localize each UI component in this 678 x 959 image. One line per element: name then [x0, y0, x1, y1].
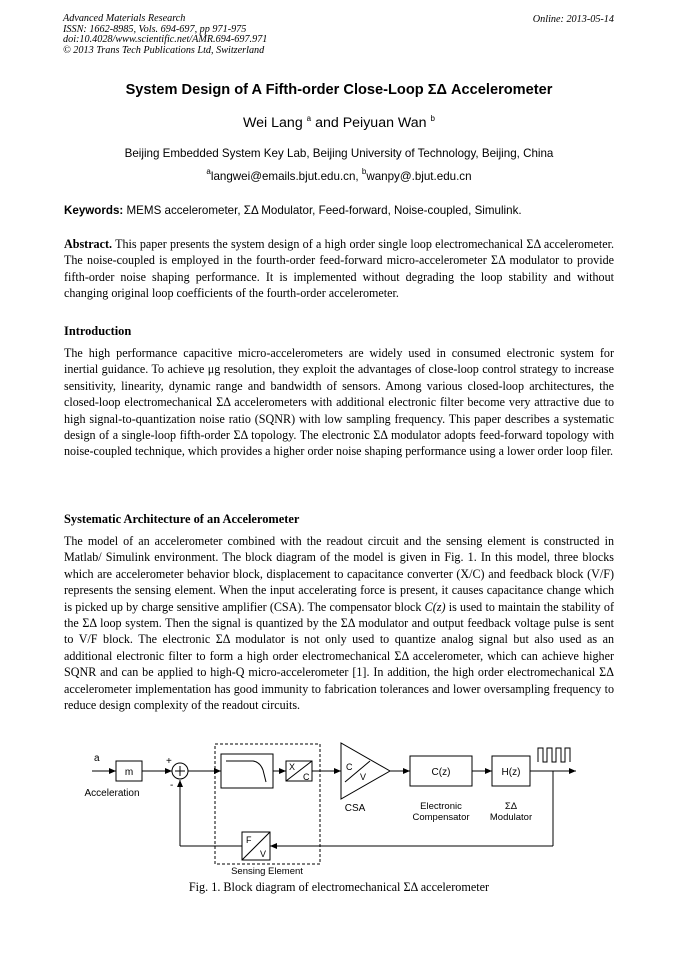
minus-sign: - [170, 780, 174, 791]
email-b-sup: b [361, 167, 367, 176]
mass-label: m [124, 767, 134, 778]
intro-paragraph: The high performance capacitive micro-accelerometers are widely used in consumed electronic system for inertial guidance. To achieve μg resolution, they exploit the advantages of close-loop control strategy to increase sensitivity, linearity, dynamic range and bandwidth of sensors. Among various closed-loop architectures, the closed-loop electromechanical ΣΔ accelerometers with additional electronic filter become very attractive due to high signal-to-quantization noise ratio (SQNR) with low sampling frequency. This paper describes a systematic design of a single-loop fifth-order ΣΔ topology. The electronic ΣΔ modulator adopts feed-forward topology with noise-coupled technique, which provides a higher order noise shaping performance using a lower order loop filer. [64, 346, 614, 459]
author-1: Wei Lang [243, 115, 303, 131]
arch-cz: C(z) [424, 599, 446, 614]
modulator-label-2: Modulator [489, 812, 533, 823]
compensator-label-1: Electronic [420, 801, 462, 812]
fv-v-label: V [260, 849, 267, 859]
abstract-paragraph [64, 236, 614, 302]
xc-x-label: X [289, 762, 296, 772]
journal-name: Advanced Materials Research [63, 13, 186, 24]
input-a-label: a [94, 753, 100, 764]
cz-label: C(z) [431, 767, 451, 778]
xc-c-label: C [303, 772, 310, 782]
arch-paragraph [64, 533, 614, 713]
csa-v-label: V [360, 772, 367, 782]
journal-meta [63, 14, 267, 56]
intro-heading: Introduction [64, 324, 132, 338]
author-1-sup: a [306, 114, 312, 123]
block-diagram-figure [60, 740, 620, 880]
sensing-element-label: Sensing Element [231, 866, 303, 877]
affiliation: Beijing Embedded System Key Lab, Beijing University of Technology, Beijing, China [124, 147, 554, 160]
arch-text-part1: The model of an accelerometer combined with the readout circuit and the sensing element is constructed in Matlab/ Simulink environment. The block diagram of the model is given in Fig. 1. In this model, three blocks which are accelerometer behavior block, displacement to capacitance converter (X/C) and feedback block (V/F) represents the sensing element. When the input accelerating force is present, it causes capacitance change which is picked up by charge sensitive amplifier (CSA). The compensator block [64, 534, 614, 614]
fv-f-label: F [246, 835, 252, 845]
doi-line: doi:10.4028/www.scientific.net/AMR.694-697.971 [63, 34, 268, 46]
modulator-label-1: ΣΔ [504, 801, 518, 812]
abstract-label: Abstract. [64, 237, 113, 251]
keywords-label: Keywords: [64, 204, 124, 217]
email-a[interactable]: langwei@emails.bjut.edu.cn, [210, 170, 359, 183]
pulse-train [538, 748, 570, 762]
compensator-label-2: Compensator [412, 812, 470, 823]
emails-line [0, 167, 678, 183]
keywords [64, 204, 522, 217]
author-2: Peiyuan Wan [342, 115, 427, 131]
online-date: Online: 2013-05-14 [532, 14, 614, 25]
abstract-text: This paper presents the system design of a high order single loop electromechanical ΣΔ accelerometer. The noise-coupled is employed in the fourth-order feed-forward micro-accelerometer ΣΔ modulator to provide fifth-order noise shaping performance. It is implemented without degrading the loop stability and without changing original loop coefficients of the fourth-order accelerometer. [64, 237, 614, 301]
plus-sign: + [166, 756, 172, 767]
issn-line: ISSN: 1662-8985, Vols. 694-697, pp 971-975 [63, 23, 247, 35]
authors-line [0, 114, 678, 131]
email-a-sup: a [206, 167, 211, 176]
arch-heading: Systematic Architecture of an Accelerometer [64, 512, 300, 526]
email-b[interactable]: wanpy@.bjut.edu.cn [366, 170, 472, 183]
paper-title: System Design of A Fifth-order Close-Loop ΣΔ Accelerometer [125, 82, 553, 98]
author-2-sup: b [430, 114, 435, 123]
accelerometer-behavior-block [221, 754, 273, 788]
copyright-line: © 2013 Trans Tech Publications Ltd, Switzerland [63, 44, 265, 56]
csa-label: CSA [344, 803, 366, 814]
keywords-text: MEMS accelerometer, ΣΔ Modulator, Feed-forward, Noise-coupled, Simulink. [126, 204, 522, 217]
acceleration-label: Acceleration [84, 788, 140, 799]
authors-and: and [315, 115, 339, 131]
arch-text-part2: is used to maintain the stability of the ΣΔ loop system. Then the signal is quantized by the ΣΔ modulator and output feedback voltage pulse is sent to V/F block. The electronic ΣΔ modulator is not only used to quantize analog signal but also used as an additional electronic filter to form a high order electromechanical ΣΔ accelerometer, which can achieve higher SQNR and can be applied to high-Q micro-accelerometer [1]. In addition, the high order electromechanical ΣΔ accelerometer implementation has good immunity to fabrication tolerances and lower oversampling frequency to reduce design complexity of the readout circuits. [64, 599, 614, 713]
hz-label: H(z) [501, 767, 521, 778]
figure-caption: Fig. 1. Block diagram of electromechanical ΣΔ accelerometer [188, 880, 490, 894]
csa-c-label: C [346, 762, 353, 772]
